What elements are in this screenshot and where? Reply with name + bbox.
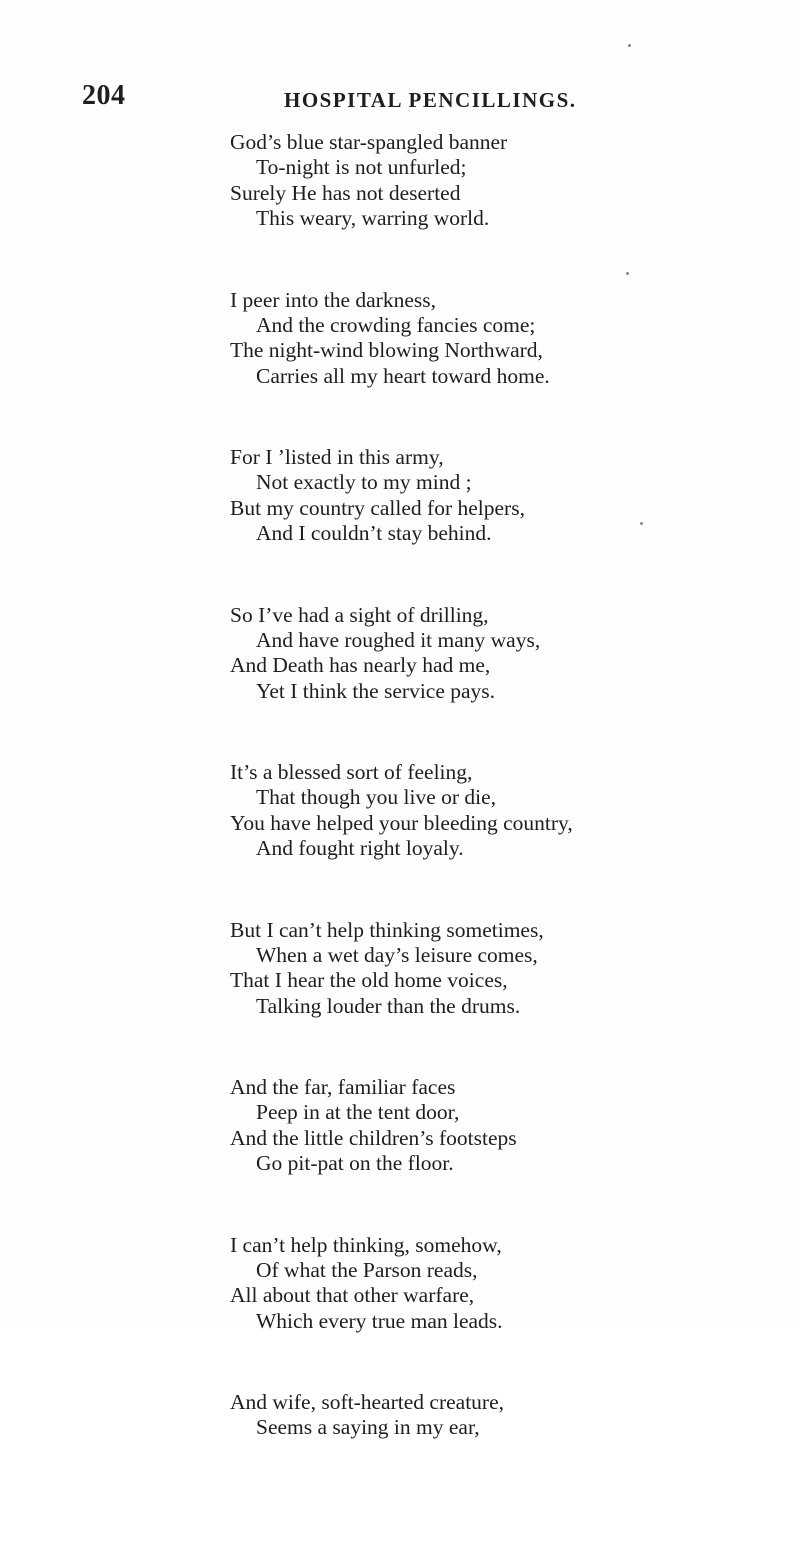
poem-line: I can’t help thinking, somehow,: [230, 1232, 502, 1257]
poem-line: And Death has nearly had me,: [230, 653, 491, 678]
poem-line: Of what the Parson reads,: [256, 1257, 478, 1282]
running-head: HOSPITAL PENCILLINGS.: [284, 88, 577, 112]
stanza: [230, 445, 750, 603]
paper-speck: [628, 44, 631, 47]
poem-line: And the crowding fancies come;: [256, 312, 536, 337]
poem-line: The night-wind blowing Northward,: [230, 338, 543, 363]
paper-speck: [626, 272, 629, 275]
poem-line: I peer into the darkness,: [230, 287, 436, 312]
poem-line: To-night is not unfurled;: [256, 155, 467, 180]
poem-line: God’s blue star-spangled banner: [230, 130, 508, 154]
paper-speck: [640, 522, 643, 525]
poem-line: Not exactly to my mind ;: [256, 470, 472, 495]
poem-line: Talking louder than the drums.: [256, 993, 521, 1018]
poem-line: This weary, warring world.: [256, 206, 490, 231]
poem-line: Carries all my heart toward home.: [256, 363, 550, 388]
page-number: 204: [82, 80, 126, 111]
poem-line: All about that other warfare,: [230, 1283, 475, 1308]
poem-line: And wife, soft-hearted creature,: [230, 1390, 504, 1414]
stanza: [230, 1075, 750, 1233]
poem-line: And I couldn’t stay behind.: [256, 521, 492, 546]
poem-line: You have helped your bleeding country,: [230, 810, 573, 835]
poem-line: But my country called for helpers,: [230, 495, 525, 520]
poem-line: It’s a blessed sort of feeling,: [230, 760, 473, 784]
poem-line: And the little children’s footsteps: [230, 1125, 517, 1150]
stanza: [230, 130, 750, 288]
poem-line: So I’ve had a sight of drilling,: [230, 602, 489, 627]
poem-line: Surely He has not deserted: [230, 180, 461, 205]
poem-line: And fought right loyaly.: [256, 836, 464, 861]
poem-line: Seems a saying in my ear,: [256, 1415, 480, 1440]
poem-line: For I ’listed in this army,: [230, 445, 444, 469]
stanza: [230, 760, 750, 918]
poem-line: And have roughed it many ways,: [256, 627, 541, 652]
poem-line: Peep in at the tent door,: [256, 1100, 460, 1125]
poem-line: That though you live or die,: [256, 785, 497, 810]
poem-line: When a wet day’s leisure comes,: [256, 942, 538, 967]
poem-line: Yet I think the service pays.: [256, 678, 496, 703]
poem-line: And the far, familiar faces: [230, 1075, 456, 1099]
stanza: [230, 1233, 750, 1391]
poem-line: That I hear the old home voices,: [230, 968, 508, 993]
poem-line: Go pit-pat on the floor.: [256, 1151, 454, 1176]
poem-line: Which every true man leads.: [256, 1308, 503, 1333]
poem: [230, 130, 750, 1548]
poem-line: But I can’t help thinking sometimes,: [230, 917, 544, 942]
stanza: [230, 288, 750, 446]
stanza: [230, 603, 750, 761]
stanza: [230, 918, 750, 1076]
stanza: [230, 1390, 750, 1548]
page-header: [82, 80, 622, 120]
